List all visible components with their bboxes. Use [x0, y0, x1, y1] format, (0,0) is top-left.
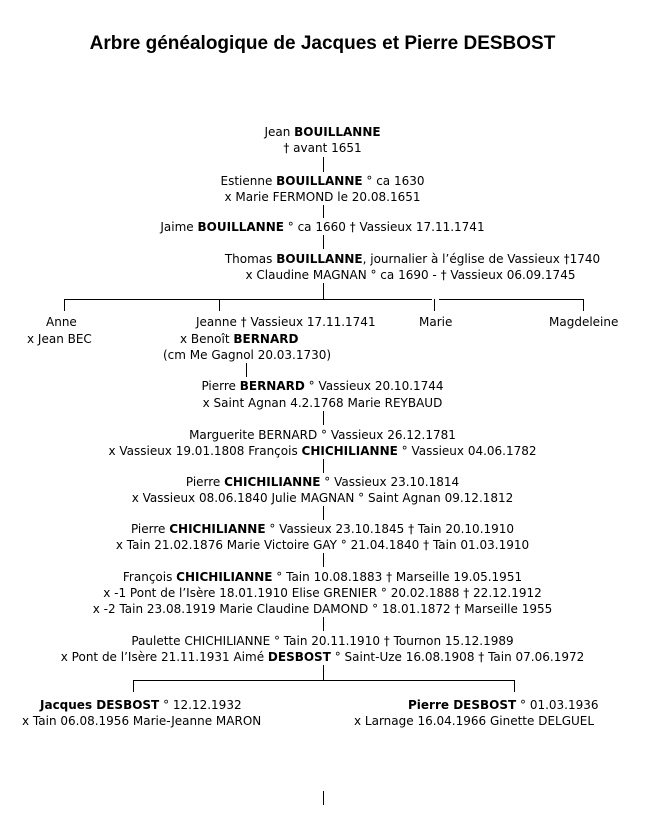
gen7-name: Marguerite BERNARD ° Vassieux 26.12.1781 — [189, 428, 456, 442]
child-pierre-marriage: x Larnage 16.04.1966 Ginette DELGUEL — [354, 714, 595, 728]
sibling-jeanne-spouse: x Benoît BERNARD — [180, 332, 299, 346]
gen6-marriage: x Saint Agnan 4.2.1768 Marie REYBAUD — [202, 396, 443, 410]
connector-line — [434, 299, 435, 311]
connector-line — [323, 791, 324, 805]
sibling-bracket — [64, 299, 432, 300]
connector-line — [133, 680, 134, 692]
gen8-name: Pierre CHICHILIANNE ° Vassieux 23.10.1814 — [185, 475, 460, 489]
gen1-name: Jean BOUILLANNE — [264, 125, 381, 139]
gen10-marriage-1: x -1 Pont de l’Isère 18.01.1910 Elise GRENIER ° 20.02.1888 † 22.12.1912 — [103, 586, 542, 600]
gen11-name: Paulette CHICHILIANNE ° Tain 20.11.1910 † Tournon 15.12.1989 — [131, 634, 514, 648]
gen1-death: † avant 1651 — [283, 141, 362, 155]
sibling-marie-name: Marie — [419, 315, 453, 329]
connector-line — [64, 299, 65, 311]
gen2-name: Estienne BOUILLANNE ° ca 1630 — [220, 174, 425, 188]
connector-line — [583, 299, 584, 311]
connector-line — [323, 617, 324, 631]
gen3-name: Jaime BOUILLANNE ° ca 1660 † Vassieux 17.11.1741 — [160, 220, 485, 234]
sibling-magdeleine-name: Magdeleine — [549, 315, 619, 329]
gen4-name: Thomas BOUILLANNE, journalier à l’église de Vassieux †1740 — [224, 252, 601, 266]
connector-line — [514, 680, 515, 692]
sibling-bracket — [439, 299, 584, 300]
child-jacques-marriage: x Tain 06.08.1956 Marie-Jeanne MARON — [22, 714, 262, 728]
connector-line — [323, 553, 324, 567]
connector-line — [323, 665, 324, 680]
gen7-marriage: x Vassieux 19.01.1808 François CHICHILIANNE ° Vassieux 04.06.1782 — [108, 444, 537, 458]
sibling-anne-name: Anne — [46, 315, 77, 329]
connector-line — [323, 235, 324, 249]
sibling-anne-spouse: x Jean BEC — [27, 332, 92, 346]
gen9-name: Pierre CHICHILIANNE ° Vassieux 23.10.1845 † Tain 20.10.1910 — [130, 522, 515, 536]
gen2-marriage: x Marie FERMOND le 20.08.1651 — [224, 190, 421, 204]
children-bracket — [133, 680, 514, 681]
connector-line — [246, 363, 247, 377]
child-pierre-name: Pierre DESBOST ° 01.03.1936 — [408, 698, 599, 712]
gen8-marriage: x Vassieux 08.06.1840 Julie MAGNAN ° Saint Agnan 09.12.1812 — [131, 491, 514, 505]
sibling-jeanne-contract: (cm Me Gagnol 20.03.1730) — [163, 348, 332, 362]
connector-line — [323, 411, 324, 425]
connector-line — [323, 205, 324, 218]
gen9-marriage: x Tain 21.02.1876 Marie Victoire GAY ° 21.04.1840 † Tain 01.03.1910 — [115, 538, 530, 552]
connector-line — [219, 299, 220, 311]
child-jacques-name: Jacques DESBOST ° 12.12.1932 — [40, 698, 242, 712]
page-title: Arbre généalogique de Jacques et Pierre DESBOST — [89, 33, 556, 54]
connector-line — [323, 283, 324, 299]
gen4-marriage: x Claudine MAGNAN ° ca 1690 - † Vassieux 06.09.1745 — [245, 268, 576, 282]
connector-line — [323, 157, 324, 172]
gen10-marriage-2: x -2 Tain 23.08.1919 Marie Claudine DAMOND ° 18.01.1872 † Marseille 1955 — [92, 602, 553, 616]
gen6-name: Pierre BERNARD ° Vassieux 20.10.1744 — [201, 379, 444, 393]
gen11-marriage: x Pont de l’Isère 21.11.1931 Aimé DESBOST ° Saint-Uze 16.08.1908 † Tain 07.06.1972 — [60, 650, 585, 664]
connector-line — [323, 506, 324, 520]
connector-line — [323, 459, 324, 473]
sibling-jeanne-name: Jeanne † Vassieux 17.11.1741 — [196, 315, 376, 329]
gen10-name: François CHICHILIANNE ° Tain 10.08.1883 † Marseille 19.05.1951 — [122, 570, 523, 584]
